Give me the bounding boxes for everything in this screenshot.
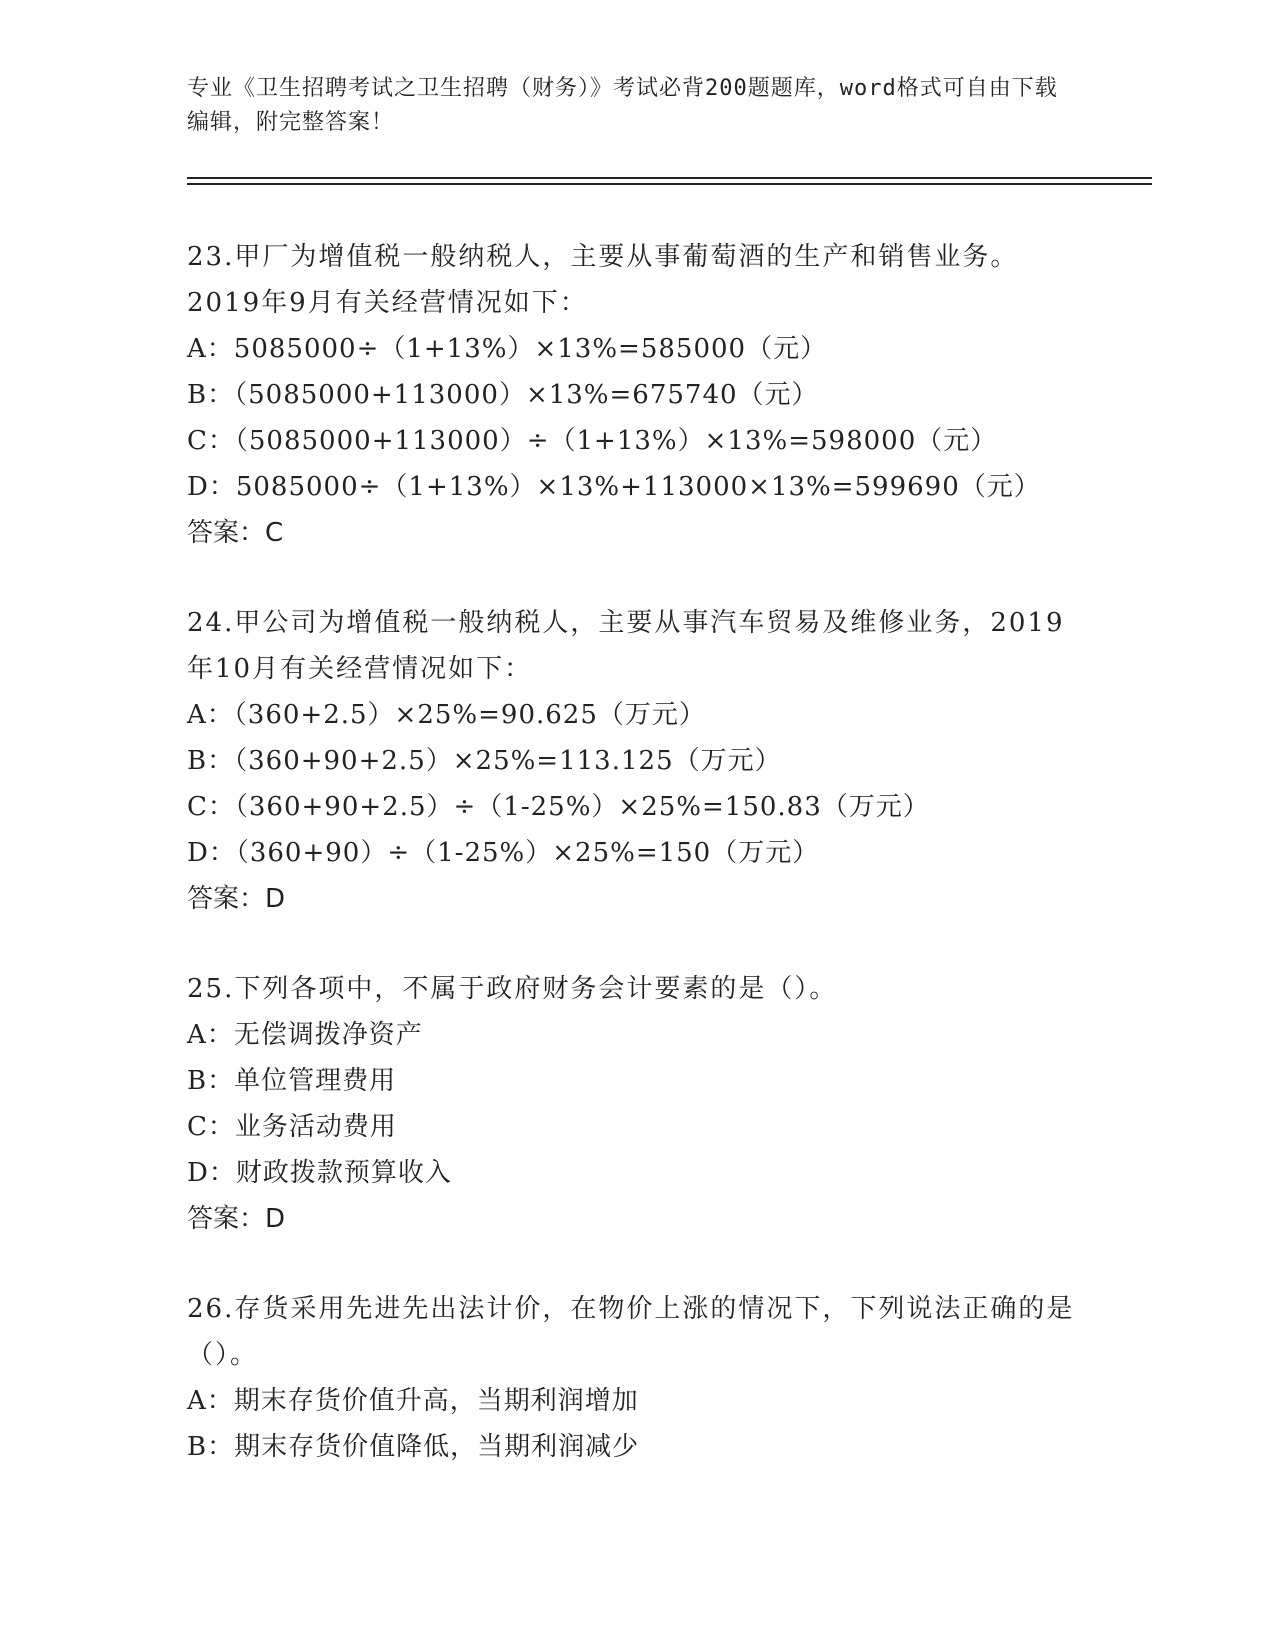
question-23 [187,234,1087,556]
option-a: A：（360+2.5）×25%=90.625（万元） [187,700,706,730]
option-d: D：（360+90）÷（1-25%）×25%=150（万元） [187,838,820,868]
option-b: B：（5085000+113000）×13%=675740（元） [187,380,819,410]
header-divider-top [187,177,1152,179]
question-text: 24.甲公司为增值税一般纳税人，主要从事汽车贸易及维修业务，2019年10月有关经营情况如下： [187,608,1065,684]
question-list [187,234,1087,1514]
option-b: B：单位管理费用 [187,1066,397,1096]
question-text: 23.甲厂为增值税一般纳税人，主要从事葡萄酒的生产和销售业务。2019年9月有关经营情况如下： [187,242,1019,318]
question-text: 26.存货采用先进先出法计价，在物价上涨的情况下，下列说法正确的是（）。 [187,1294,1075,1370]
question-24 [187,600,1087,922]
option-c: C：（5085000+113000）÷（1+13%）×13%=598000（元） [187,426,998,456]
option-d: D：财政拨款预算收入 [187,1158,452,1188]
option-c: C：（360+90+2.5）÷（1-25%）×25%=150.83（万元） [187,792,930,822]
answer: 答案：D [187,1204,286,1234]
answer: 答案：C [187,518,284,548]
option-a: A：无偿调拨净资产 [187,1020,423,1050]
option-b: B：（360+90+2.5）×25%=113.125（万元） [187,746,782,776]
option-c: C：业务活动费用 [187,1112,397,1142]
question-text: 25.下列各项中，不属于政府财务会计要素的是（）。 [187,974,838,1004]
question-26 [187,1286,1087,1470]
option-d: D：5085000÷（1+13%）×13%+113000×13%=599690（元） [187,472,1041,502]
option-b: B：期末存货价值降低，当期利润减少 [187,1432,640,1462]
question-25 [187,966,1087,1242]
answer: 答案：D [187,884,286,914]
header-text: 专业《卫生招聘考试之卫生招聘（财务）》考试必背200题题库，word格式可自由下载编辑，附完整答案！ [187,76,1058,135]
header-divider-bottom [187,183,1152,185]
option-a: A：5085000÷（1+13%）×13%=585000（元） [187,334,828,364]
document-header [187,72,1067,140]
option-a: A：期末存货价值升高，当期利润增加 [187,1386,639,1416]
